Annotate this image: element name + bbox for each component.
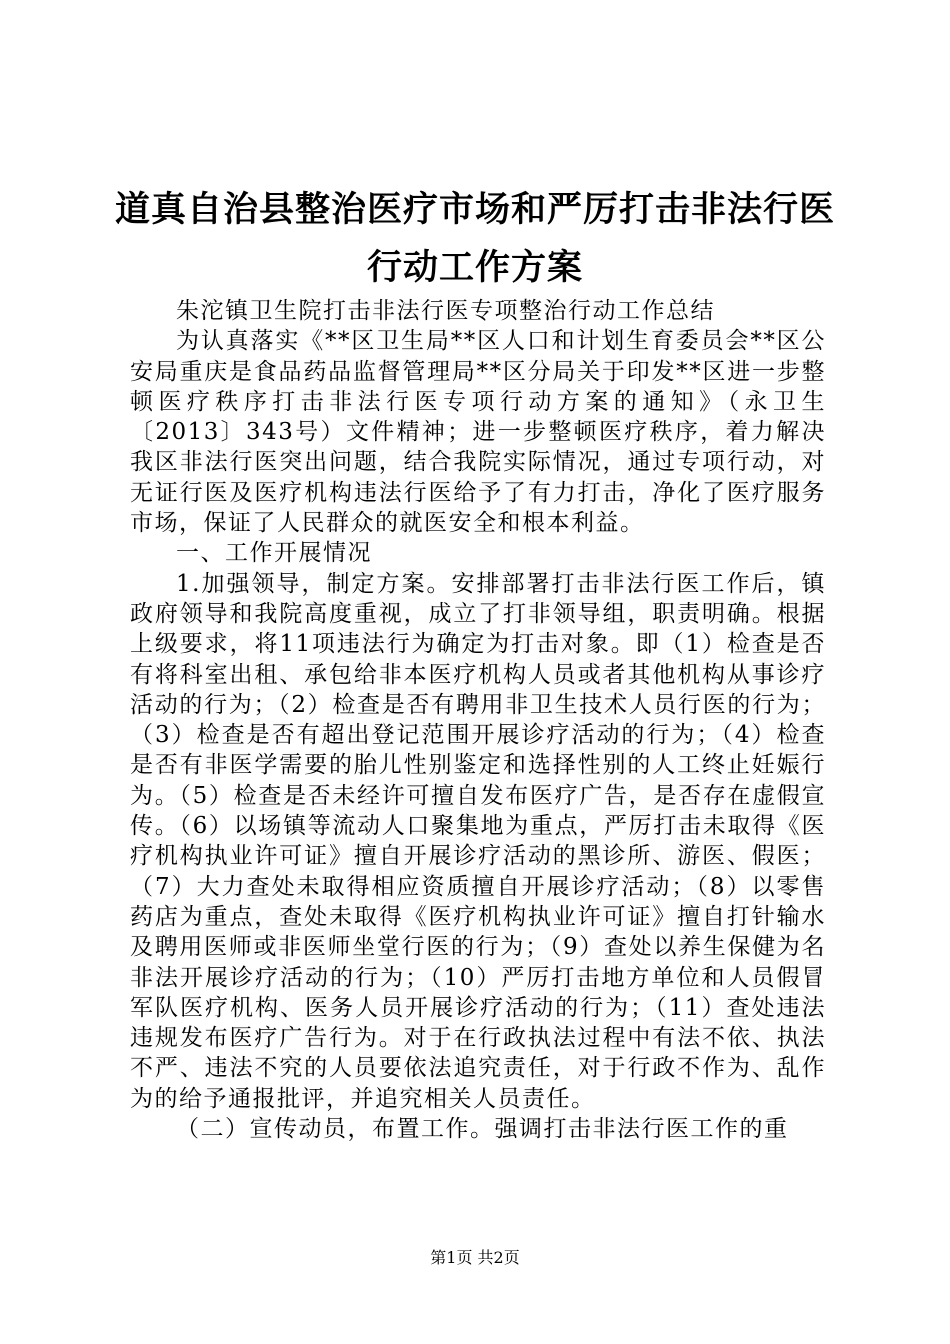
document-title-line-2: 行动工作方案: [366, 247, 583, 288]
page-number-footer: 第1页 共2页: [430, 1248, 520, 1267]
document-body: [130, 296, 826, 1144]
body-paragraph: 1.加强领导，制定方案。安排部署打击非法行医工作后，镇政府领导和我院高度重视，成立了打非领导组，职责明确。根据上级要求，将11项违法行为确定为打击对象。即（1）检查是否有将科室出租、承包给非本医疗机构人员或者其他机构从事诊疗活动的行为；（2）检查是否有聘用非卫生技术人员行医的行为；（3）检查是否有超出登记范围开展诊疗活动的行为；（4）检查是否有非医学需要的胎儿性别鉴定和选择性别的人工终止妊娠行为。（5）检查是否未经许可擅自发布医疗广告，是否存在虚假宣传。（6）以场镇等流动人口聚集地为重点，严厉打击未取得《医疗机构执业许可证》擅自开展诊疗活动的黑诊所、游医、假医；（7）大力查处未取得相应资质擅自开展诊疗活动；（8）以零售药店为重点，查处未取得《医疗机构执业许可证》擅自打针输水及聘用医师或非医师坐堂行医的行为；（9）查处以养生保健为名非法开展诊疗活动的行为；（10）严厉打击地方单位和人员假冒军队医疗机构、医务人员开展诊疗活动的行为；（11）查处违法违规发布医疗广告行为。对于在行政执法过程中有法不依、执法不严、违法不究的人员要依法追究责任，对于行政不作为、乱作为的给予通报批评，并追究相关人员责任。: [130, 570, 826, 1112]
body-paragraph: （二）宣传动员，布置工作。强调打击非法行医工作的重: [176, 1116, 789, 1143]
section-heading: 一、工作开展情况: [176, 540, 372, 567]
subtitle-paragraph: 朱沱镇卫生院打击非法行医专项整治行动工作总结: [176, 298, 715, 324]
document-title-line-1: 道真自治县整治医疗市场和严厉打击非法行医: [114, 189, 835, 230]
intro-paragraph: 为认真落实《**区卫生局**区人口和计划生育委员会**区公安局重庆是食品药品监督管理局**区分局关于印发**区进一步整顿医疗秩序打击非法行医专项行动方案的通知》（永卫生〔2013〕343号）文件精神；进一步整顿医疗秩序，着力解决我区非法行医突出问题，结合我院实际情况，通过专项行动，对无证行医及医疗机构违法行医给予了有力打击，净化了医疗服务市场，保证了人民群众的就医安全和根本利益。: [130, 328, 826, 537]
